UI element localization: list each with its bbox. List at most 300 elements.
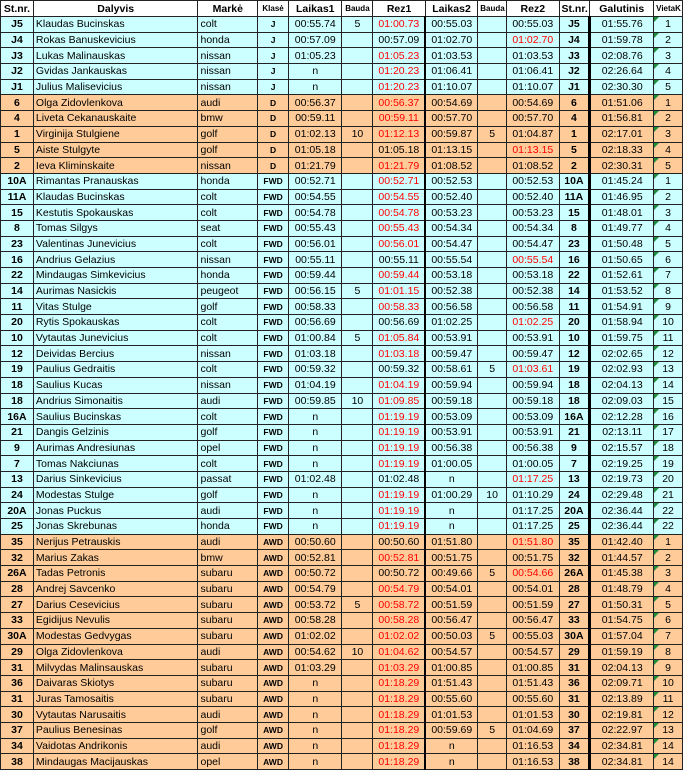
- table-row: [1, 393, 683, 409]
- header-start-number: St.nr.: [1, 1, 34, 17]
- result1-cell: 00:54.79: [373, 581, 425, 597]
- table-row: [1, 111, 683, 127]
- penalty1-cell: 10: [342, 393, 373, 409]
- comment-marker-icon: [654, 456, 659, 461]
- result1-cell: 01:05.23: [373, 48, 425, 64]
- table-row: [1, 660, 683, 676]
- comment-marker-icon: [654, 394, 659, 399]
- penalty1-cell: [342, 691, 373, 707]
- result1-cell: 00:50.72: [373, 566, 425, 582]
- penalty1-cell: [342, 79, 373, 95]
- header-place: VietaK: [654, 1, 683, 17]
- final-time-cell: 01:50.31: [590, 597, 654, 613]
- comment-marker-icon: [654, 362, 659, 367]
- class-cell: AWD: [258, 754, 289, 770]
- class-cell: AWD: [258, 613, 289, 629]
- result1-cell: 01:12.13: [373, 126, 425, 142]
- participant-name-cell: Marius Zakas: [33, 550, 198, 566]
- comment-marker-icon: [654, 190, 659, 195]
- header-final: Galutinis: [590, 1, 654, 17]
- time2-cell: 00:52.40: [425, 189, 477, 205]
- penalty2-cell: [478, 691, 507, 707]
- start-number-2-cell: 22: [559, 268, 590, 284]
- final-time-cell: 01:46.95: [590, 189, 654, 205]
- table-row: [1, 346, 683, 362]
- car-make-cell: colt: [198, 17, 258, 33]
- comment-marker-icon: [654, 143, 659, 148]
- place-cell: [654, 471, 683, 487]
- final-time-cell: 01:54.91: [590, 299, 654, 315]
- result1-cell: 00:59.32: [373, 362, 425, 378]
- final-time-cell: 02:04.13: [590, 377, 654, 393]
- table-row: [1, 409, 683, 425]
- start-number-2-cell: 28: [559, 581, 590, 597]
- class-cell: FWD: [258, 503, 289, 519]
- table-row: [1, 519, 683, 535]
- penalty1-cell: [342, 550, 373, 566]
- start-number-2-cell: 37: [559, 722, 590, 738]
- table-row: [1, 597, 683, 613]
- penalty1-cell: [342, 754, 373, 770]
- final-time-cell: 01:59.78: [590, 32, 654, 48]
- time1-cell: 00:58.28: [289, 613, 342, 629]
- car-make-cell: nissan: [198, 346, 258, 362]
- comment-marker-icon: [654, 409, 659, 414]
- final-time-cell: 02:02.65: [590, 346, 654, 362]
- car-make-cell: subaru: [198, 691, 258, 707]
- penalty2-cell: [478, 330, 507, 346]
- place-value: 13: [662, 724, 674, 737]
- penalty2-cell: [478, 675, 507, 691]
- place-cell: [654, 393, 683, 409]
- time1-cell: 00:57.09: [289, 32, 342, 48]
- time1-cell: n: [289, 456, 342, 472]
- place-cell: [654, 346, 683, 362]
- place-value: 2: [665, 190, 671, 203]
- result2-cell: 01:03.61: [507, 362, 559, 378]
- car-make-cell: nissan: [198, 48, 258, 64]
- result1-cell: 01:18.29: [373, 675, 425, 691]
- time1-cell: 00:59.11: [289, 111, 342, 127]
- car-make-cell: colt: [198, 362, 258, 378]
- table-row: [1, 220, 683, 236]
- final-time-cell: 02:26.64: [590, 64, 654, 80]
- time2-cell: 00:54.57: [425, 644, 477, 660]
- participant-name-cell: Paulius Benesinas: [33, 722, 198, 738]
- class-cell: FWD: [258, 424, 289, 440]
- start-number-cell: 14: [1, 283, 34, 299]
- start-number-2-cell: 14: [559, 283, 590, 299]
- start-number-2-cell: 27: [559, 597, 590, 613]
- start-number-cell: 20: [1, 315, 34, 331]
- result1-cell: 01:19.19: [373, 519, 425, 535]
- comment-marker-icon: [654, 535, 659, 540]
- place-value: 1: [665, 18, 671, 31]
- start-number-2-cell: 8: [559, 220, 590, 236]
- table-row: [1, 566, 683, 582]
- time1-cell: 00:56.15: [289, 283, 342, 299]
- header-time2: Laikas2: [425, 1, 477, 17]
- time2-cell: 01:13.15: [425, 142, 477, 158]
- place-cell: [654, 424, 683, 440]
- time2-cell: 01:10.07: [425, 79, 477, 95]
- penalty1-cell: [342, 613, 373, 629]
- start-number-cell: 13: [1, 471, 34, 487]
- time1-cell: n: [289, 424, 342, 440]
- place-cell: [654, 205, 683, 221]
- participant-name-cell: Nerijus Petrauskis: [33, 534, 198, 550]
- place-value: 11: [662, 332, 674, 345]
- final-time-cell: 02:09.03: [590, 393, 654, 409]
- class-cell: J: [258, 48, 289, 64]
- place-value: 1: [665, 175, 671, 188]
- penalty2-cell: [478, 519, 507, 535]
- start-number-2-cell: 9: [559, 440, 590, 456]
- car-make-cell: honda: [198, 173, 258, 189]
- car-make-cell: passat: [198, 471, 258, 487]
- penalty2-cell: [478, 377, 507, 393]
- participant-name-cell: Vaidotas Andrikonis: [33, 738, 198, 754]
- time1-cell: n: [289, 738, 342, 754]
- start-number-cell: 34: [1, 738, 34, 754]
- time2-cell: 00:54.47: [425, 236, 477, 252]
- time1-cell: 00:56.01: [289, 236, 342, 252]
- penalty2-cell: [478, 456, 507, 472]
- car-make-cell: golf: [198, 126, 258, 142]
- start-number-cell: 7: [1, 456, 34, 472]
- car-make-cell: honda: [198, 519, 258, 535]
- place-cell: [654, 566, 683, 582]
- car-make-cell: golf: [198, 487, 258, 503]
- place-value: 4: [665, 143, 671, 156]
- start-number-2-cell: 5: [559, 142, 590, 158]
- time2-cell: 01:02.25: [425, 315, 477, 331]
- penalty1-cell: [342, 440, 373, 456]
- car-make-cell: colt: [198, 315, 258, 331]
- class-cell: FWD: [258, 409, 289, 425]
- penalty1-cell: 10: [342, 644, 373, 660]
- result1-cell: 01:02.02: [373, 628, 425, 644]
- place-cell: [654, 158, 683, 174]
- result2-cell: 01:13.15: [507, 142, 559, 158]
- class-cell: FWD: [258, 283, 289, 299]
- place-value: 22: [662, 520, 674, 533]
- final-time-cell: 01:55.76: [590, 17, 654, 33]
- place-cell: [654, 440, 683, 456]
- car-make-cell: seat: [198, 220, 258, 236]
- start-number-2-cell: 36: [559, 675, 590, 691]
- table-row: [1, 754, 683, 770]
- penalty2-cell: [478, 660, 507, 676]
- class-cell: FWD: [258, 189, 289, 205]
- time1-cell: n: [289, 675, 342, 691]
- penalty2-cell: [478, 64, 507, 80]
- comment-marker-icon: [654, 597, 659, 602]
- place-cell: [654, 315, 683, 331]
- car-make-cell: audi: [198, 738, 258, 754]
- participant-name-cell: Tomas Silgys: [33, 220, 198, 236]
- participant-name-cell: Julius Malisevicius: [33, 79, 198, 95]
- start-number-2-cell: 10: [559, 330, 590, 346]
- time2-cell: 01:00.29: [425, 487, 477, 503]
- final-time-cell: 01:51.06: [590, 95, 654, 111]
- penalty1-cell: [342, 362, 373, 378]
- penalty1-cell: [342, 205, 373, 221]
- participant-name-cell: Rimantas Pranauskas: [33, 173, 198, 189]
- place-value: 2: [665, 112, 671, 125]
- class-cell: FWD: [258, 315, 289, 331]
- participant-name-cell: Liveta Cekanauskaite: [33, 111, 198, 127]
- result1-cell: 00:52.81: [373, 550, 425, 566]
- time2-cell: 00:59.69: [425, 722, 477, 738]
- penalty2-cell: [478, 48, 507, 64]
- table-row: [1, 17, 683, 33]
- place-cell: [654, 644, 683, 660]
- participant-name-cell: Vytautas Junevicius: [33, 330, 198, 346]
- penalty2-cell: 5: [478, 566, 507, 582]
- start-number-cell: J1: [1, 79, 34, 95]
- time2-cell: 00:54.34: [425, 220, 477, 236]
- place-value: 5: [665, 598, 671, 611]
- participant-name-cell: Darius Cesevicius: [33, 597, 198, 613]
- start-number-cell: 35: [1, 534, 34, 550]
- place-cell: [654, 64, 683, 80]
- comment-marker-icon: [654, 127, 659, 132]
- result2-cell: 01:02.25: [507, 315, 559, 331]
- start-number-2-cell: 38: [559, 754, 590, 770]
- participant-name-cell: Aurimas Nasickis: [33, 283, 198, 299]
- penalty1-cell: 5: [342, 330, 373, 346]
- start-number-2-cell: 21: [559, 424, 590, 440]
- class-cell: J: [258, 17, 289, 33]
- comment-marker-icon: [654, 613, 659, 618]
- start-number-cell: 24: [1, 487, 34, 503]
- class-cell: FWD: [258, 362, 289, 378]
- result1-cell: 01:21.79: [373, 158, 425, 174]
- start-number-2-cell: 12: [559, 346, 590, 362]
- place-value: 9: [665, 300, 671, 313]
- penalty1-cell: [342, 173, 373, 189]
- result1-cell: 00:54.78: [373, 205, 425, 221]
- time2-cell: n: [425, 503, 477, 519]
- start-number-cell: 15: [1, 205, 34, 221]
- participant-name-cell: Mindaugas Simkevicius: [33, 268, 198, 284]
- place-value: 10: [662, 316, 674, 329]
- class-cell: AWD: [258, 738, 289, 754]
- result2-cell: 01:02.70: [507, 32, 559, 48]
- penalty2-cell: [478, 534, 507, 550]
- penalty2-cell: 5: [478, 126, 507, 142]
- penalty2-cell: [478, 111, 507, 127]
- place-value: 5: [665, 237, 671, 250]
- header-time1: Laikas1: [289, 1, 342, 17]
- class-cell: FWD: [258, 220, 289, 236]
- comment-marker-icon: [654, 17, 659, 22]
- place-cell: [654, 236, 683, 252]
- final-time-cell: 02:09.71: [590, 675, 654, 691]
- result2-cell: 00:54.69: [507, 95, 559, 111]
- penalty2-cell: 5: [478, 362, 507, 378]
- time2-cell: 00:58.61: [425, 362, 477, 378]
- result1-cell: 00:52.71: [373, 173, 425, 189]
- penalty1-cell: [342, 189, 373, 205]
- class-cell: AWD: [258, 581, 289, 597]
- table-row: [1, 550, 683, 566]
- table-row: [1, 424, 683, 440]
- table-row: [1, 252, 683, 268]
- comment-marker-icon: [654, 519, 659, 524]
- place-value: 10: [662, 677, 674, 690]
- start-number-cell: 11A: [1, 189, 34, 205]
- comment-marker-icon: [654, 33, 659, 38]
- penalty2-cell: [478, 173, 507, 189]
- final-time-cell: 02:08.76: [590, 48, 654, 64]
- time1-cell: 00:56.69: [289, 315, 342, 331]
- start-number-cell: 32: [1, 550, 34, 566]
- result2-cell: 00:54.47: [507, 236, 559, 252]
- result2-cell: 01:17.25: [507, 519, 559, 535]
- time2-cell: 00:59.94: [425, 377, 477, 393]
- place-value: 4: [665, 583, 671, 596]
- time2-cell: n: [425, 471, 477, 487]
- place-cell: [654, 330, 683, 346]
- place-value: 5: [665, 81, 671, 94]
- comment-marker-icon: [654, 472, 659, 477]
- place-value: 7: [665, 269, 671, 282]
- time2-cell: 00:52.53: [425, 173, 477, 189]
- comment-marker-icon: [654, 205, 659, 210]
- start-number-cell: 12: [1, 346, 34, 362]
- participant-name-cell: Tomas Nakciunas: [33, 456, 198, 472]
- start-number-cell: 10A: [1, 173, 34, 189]
- time1-cell: 00:54.62: [289, 644, 342, 660]
- time2-cell: 00:51.59: [425, 597, 477, 613]
- final-time-cell: 02:02.93: [590, 362, 654, 378]
- time1-cell: 01:21.79: [289, 158, 342, 174]
- table-row: [1, 189, 683, 205]
- comment-marker-icon: [654, 237, 659, 242]
- final-time-cell: 02:36.44: [590, 503, 654, 519]
- participant-name-cell: Aurimas Andresiunas: [33, 440, 198, 456]
- time2-cell: 00:53.18: [425, 268, 477, 284]
- penalty1-cell: 5: [342, 597, 373, 613]
- place-cell: [654, 220, 683, 236]
- time2-cell: 01:02.70: [425, 32, 477, 48]
- start-number-cell: 18: [1, 377, 34, 393]
- participant-name-cell: Vytautas Narusaitis: [33, 707, 198, 723]
- start-number-cell: 16A: [1, 409, 34, 425]
- start-number-2-cell: 31: [559, 691, 590, 707]
- start-number-2-cell: 30A: [559, 628, 590, 644]
- start-number-2-cell: 1: [559, 126, 590, 142]
- result2-cell: 00:52.53: [507, 173, 559, 189]
- class-cell: AWD: [258, 644, 289, 660]
- place-value: 11: [662, 692, 674, 705]
- table-row: [1, 362, 683, 378]
- table-row: [1, 613, 683, 629]
- time1-cell: 00:55.43: [289, 220, 342, 236]
- table-row: [1, 315, 683, 331]
- start-number-2-cell: 31: [559, 660, 590, 676]
- car-make-cell: audi: [198, 644, 258, 660]
- header-start-number-2: St.nr.: [559, 1, 590, 17]
- time1-cell: n: [289, 440, 342, 456]
- time1-cell: 00:58.33: [289, 299, 342, 315]
- penalty1-cell: [342, 252, 373, 268]
- start-number-cell: 36: [1, 675, 34, 691]
- time2-cell: n: [425, 754, 477, 770]
- participant-name-cell: Mindaugas Macijauskas: [33, 754, 198, 770]
- result1-cell: 01:18.29: [373, 754, 425, 770]
- class-cell: D: [258, 126, 289, 142]
- time2-cell: 00:51.75: [425, 550, 477, 566]
- class-cell: FWD: [258, 268, 289, 284]
- place-value: 3: [665, 206, 671, 219]
- car-make-cell: subaru: [198, 613, 258, 629]
- penalty1-cell: [342, 675, 373, 691]
- place-cell: [654, 268, 683, 284]
- penalty2-cell: [478, 142, 507, 158]
- place-value: 14: [662, 739, 674, 752]
- penalty2-cell: [478, 205, 507, 221]
- class-cell: FWD: [258, 205, 289, 221]
- result1-cell: 01:18.29: [373, 738, 425, 754]
- car-make-cell: nissan: [198, 79, 258, 95]
- penalty2-cell: 10: [478, 487, 507, 503]
- start-number-cell: 20A: [1, 503, 34, 519]
- start-number-cell: 27: [1, 597, 34, 613]
- class-cell: J: [258, 32, 289, 48]
- table-row: [1, 142, 683, 158]
- penalty1-cell: [342, 738, 373, 754]
- start-number-2-cell: 6: [559, 95, 590, 111]
- result1-cell: 00:55.11: [373, 252, 425, 268]
- comment-marker-icon: [654, 111, 659, 116]
- time1-cell: n: [289, 409, 342, 425]
- start-number-2-cell: 2: [559, 158, 590, 174]
- place-value: 1: [665, 96, 671, 109]
- place-value: 8: [665, 645, 671, 658]
- car-make-cell: peugeot: [198, 283, 258, 299]
- final-time-cell: 01:45.38: [590, 566, 654, 582]
- result1-cell: 01:19.19: [373, 487, 425, 503]
- penalty1-cell: [342, 111, 373, 127]
- start-number-2-cell: J4: [559, 32, 590, 48]
- final-time-cell: 01:50.65: [590, 252, 654, 268]
- penalty1-cell: [342, 346, 373, 362]
- table-row: [1, 691, 683, 707]
- comment-marker-icon: [654, 48, 659, 53]
- class-cell: FWD: [258, 440, 289, 456]
- final-time-cell: 02:19.25: [590, 456, 654, 472]
- comment-marker-icon: [654, 629, 659, 634]
- car-make-cell: colt: [198, 236, 258, 252]
- penalty1-cell: [342, 660, 373, 676]
- table-row: [1, 471, 683, 487]
- final-time-cell: 02:22.97: [590, 722, 654, 738]
- time1-cell: 00:52.81: [289, 550, 342, 566]
- car-make-cell: nissan: [198, 64, 258, 80]
- comment-marker-icon: [654, 346, 659, 351]
- table-row: [1, 64, 683, 80]
- place-value: 16: [662, 410, 674, 423]
- penalty2-cell: [478, 236, 507, 252]
- time1-cell: 00:53.72: [289, 597, 342, 613]
- car-make-cell: subaru: [198, 597, 258, 613]
- penalty2-cell: [478, 424, 507, 440]
- participant-name-cell: Rytis Spokauskas: [33, 315, 198, 331]
- penalty2-cell: [478, 707, 507, 723]
